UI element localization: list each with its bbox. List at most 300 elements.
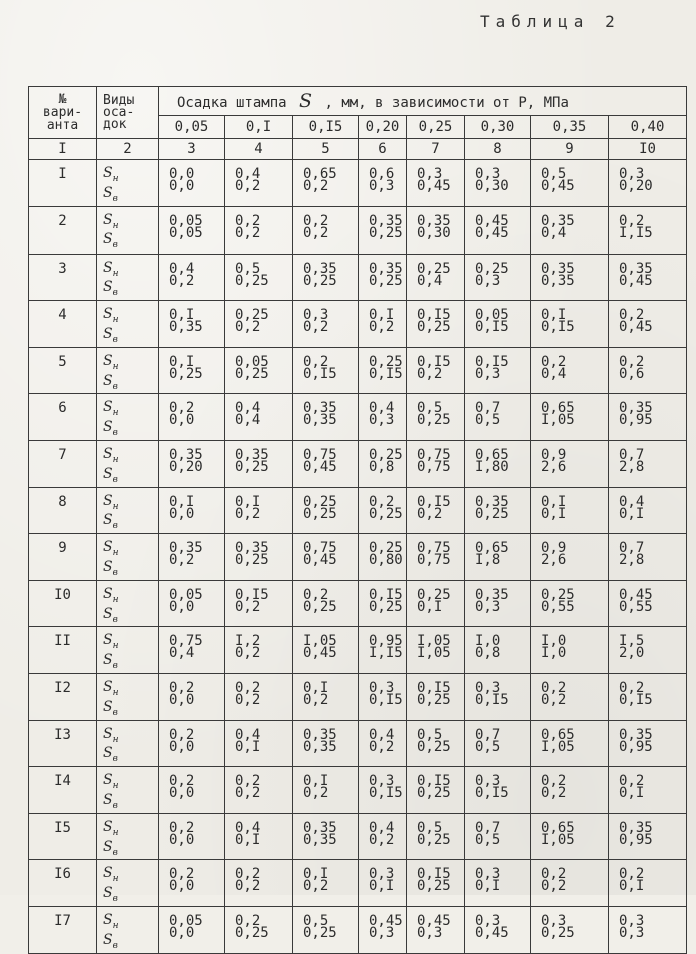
value-lower: 0,3 xyxy=(369,924,395,941)
value-lower: 0,I5 xyxy=(369,365,403,382)
value-lower: 0,2 xyxy=(235,319,261,336)
settlement-kind-symbol xyxy=(103,213,158,233)
settlement-value-cell xyxy=(465,860,531,907)
value-upper: 0,9 xyxy=(541,540,567,557)
settlement-value-cell xyxy=(225,301,293,348)
value-lower: 0,2 xyxy=(303,878,329,895)
settlement-value-cell xyxy=(531,720,609,767)
column-number-row xyxy=(29,139,687,160)
table-row xyxy=(29,813,687,860)
value-upper: 0,75 xyxy=(303,540,337,557)
value-lower: 0,25 xyxy=(417,785,451,802)
value-upper: 0,75 xyxy=(169,633,203,650)
kind-symbol-letter: S xyxy=(103,558,113,575)
value-lower: 0,I5 xyxy=(303,365,337,382)
settlement-value-cell xyxy=(293,673,359,720)
value-upper: 0,2 xyxy=(303,586,329,603)
settlement-kind-cell xyxy=(97,860,159,907)
value-lower: 0,30 xyxy=(475,178,509,194)
settlement-kind-cell xyxy=(97,394,159,441)
settlement-value-cell xyxy=(359,440,407,487)
kind-symbol-letter: S xyxy=(103,585,113,602)
settlement-value-cell xyxy=(531,906,609,953)
settlement-value-cell xyxy=(293,534,359,581)
settlement-value-cell xyxy=(293,580,359,627)
value-upper: 0,45 xyxy=(619,586,653,603)
value-upper: 0,3 xyxy=(369,773,395,790)
value-upper: I,5 xyxy=(619,633,645,650)
value-upper: 0,3 xyxy=(619,166,645,182)
settlement-kind-symbol xyxy=(103,327,158,347)
value-lower: 0,45 xyxy=(417,178,451,194)
settlement-value-cell xyxy=(465,440,531,487)
value-lower: 0,55 xyxy=(541,598,575,615)
settlement-value-cell xyxy=(531,627,609,674)
settlement-value-cell xyxy=(293,487,359,534)
value-lower: 0,0 xyxy=(169,412,195,429)
value-lower: 0,2 xyxy=(235,178,261,194)
value-lower: 0,25 xyxy=(475,505,509,522)
kind-symbol-subscript: в xyxy=(112,567,118,578)
value-lower: 0,45 xyxy=(541,178,575,194)
kind-symbol-subscript: н xyxy=(112,501,119,512)
settlement-value-cell xyxy=(465,160,531,207)
value-lower: 0,25 xyxy=(303,505,337,522)
settlement-value-cell xyxy=(407,813,465,860)
value-upper: 0,35 xyxy=(475,586,509,603)
settlement-kind-symbol xyxy=(103,633,158,653)
kind-symbol-letter: S xyxy=(103,865,113,882)
value-lower: 0,2 xyxy=(235,645,261,662)
value-lower: 0,25 xyxy=(417,738,451,755)
value-upper: 0,2 xyxy=(619,307,645,324)
value-upper: 0,4 xyxy=(619,493,645,510)
value-upper: 0,9 xyxy=(541,446,567,463)
value-lower: I,05 xyxy=(417,645,451,662)
value-upper: 0,65 xyxy=(475,446,509,463)
value-lower: 0,45 xyxy=(619,319,653,336)
value-lower: 0,I xyxy=(619,785,645,802)
settlement-value-cell xyxy=(609,206,687,254)
value-upper: 0,4 xyxy=(369,819,395,836)
value-lower: 0,0 xyxy=(169,505,195,522)
settlement-table xyxy=(28,86,687,954)
value-upper: 0,0 xyxy=(169,166,195,182)
settlement-kind-symbol xyxy=(103,913,158,933)
table-row xyxy=(29,394,687,441)
value-upper: 0,3 xyxy=(475,679,501,696)
value-lower: 0,75 xyxy=(417,458,451,475)
kind-header-line: оса- xyxy=(103,104,135,120)
kind-symbol-subscript: в xyxy=(112,474,118,485)
settlement-value-cell xyxy=(407,160,465,207)
kind-symbol-letter: S xyxy=(103,211,113,228)
header-row-top xyxy=(29,87,687,116)
settlement-kind-symbol xyxy=(103,607,158,627)
value-upper: 0,2 xyxy=(619,212,645,229)
settlement-kind-symbol xyxy=(103,420,158,440)
settlement-value-cell xyxy=(225,206,293,254)
settlement-value-cell xyxy=(531,673,609,720)
variant-number-cell: 4 xyxy=(29,301,97,348)
settlement-value-cell xyxy=(225,487,293,534)
table-row xyxy=(29,160,687,207)
variant-number-cell: I3 xyxy=(29,720,97,767)
value-upper: 0,3 xyxy=(541,912,567,929)
settlement-kind-symbol xyxy=(103,261,158,281)
value-upper: 0,I xyxy=(541,307,567,324)
value-lower: 0,5 xyxy=(475,412,501,429)
settlement-kind-symbol xyxy=(103,587,158,607)
settlement-value-cell xyxy=(159,160,225,207)
value-upper: 0,35 xyxy=(169,446,203,463)
settlement-value-cell xyxy=(293,301,359,348)
value-lower: 0,I xyxy=(619,878,645,895)
table-row xyxy=(29,720,687,767)
settlement-kind-symbol xyxy=(103,680,158,700)
value-lower: 2,8 xyxy=(619,552,645,569)
kind-symbol-letter: S xyxy=(103,772,113,789)
pressure-header-cell: 0,20 xyxy=(359,116,407,139)
value-upper: 0,25 xyxy=(369,446,403,463)
value-upper: 0,I5 xyxy=(417,679,451,696)
value-upper: 0,35 xyxy=(303,819,337,836)
value-lower: 0,30 xyxy=(417,224,451,241)
value-upper: 0,6 xyxy=(369,166,395,182)
kind-symbol-subscript: н xyxy=(112,454,119,465)
kind-symbol-letter: S xyxy=(103,818,113,835)
settlement-kind-cell xyxy=(97,627,159,674)
settlement-kind-symbol xyxy=(103,374,158,394)
variant-number-cell: I0 xyxy=(29,580,97,627)
value-upper: 0,2 xyxy=(169,773,195,790)
value-upper: 0,5 xyxy=(303,912,329,929)
value-lower: 0,25 xyxy=(303,272,337,289)
settlement-value-cell xyxy=(531,767,609,814)
settlement-value-cell xyxy=(531,254,609,301)
settlement-value-cell xyxy=(359,673,407,720)
settlement-kind-cell xyxy=(97,206,159,254)
settlement-kind-symbol xyxy=(103,166,158,186)
value-lower: 2,6 xyxy=(541,458,567,475)
settlement-kind-cell xyxy=(97,580,159,627)
value-lower: 0,0 xyxy=(169,924,195,941)
value-lower: 0,I5 xyxy=(369,691,403,708)
variant-header-line: анта xyxy=(46,118,79,133)
value-lower: 0,25 xyxy=(417,319,451,336)
settlement-value-cell xyxy=(465,720,531,767)
settlement-value-cell xyxy=(293,254,359,301)
value-upper: 0,2 xyxy=(619,866,645,883)
settlement-value-cell xyxy=(407,254,465,301)
settlement-kind-cell xyxy=(97,487,159,534)
value-upper: 0,I5 xyxy=(235,586,269,603)
kind-symbol-letter: S xyxy=(103,539,113,556)
value-upper: 0,I5 xyxy=(417,773,451,790)
kind-symbol-letter: S xyxy=(103,838,113,855)
value-lower: 0,35 xyxy=(303,412,337,429)
value-lower: 0,45 xyxy=(303,552,337,569)
settlement-value-cell xyxy=(407,394,465,441)
value-upper: 0,2 xyxy=(541,353,567,370)
value-upper: 0,95 xyxy=(369,633,403,650)
value-upper: 0,5 xyxy=(235,260,261,277)
value-lower: 0,0 xyxy=(169,878,195,895)
kind-symbol-letter: S xyxy=(103,678,113,695)
value-upper: 0,2 xyxy=(619,773,645,790)
kind-symbol-letter: S xyxy=(103,911,113,928)
value-upper: I,05 xyxy=(303,633,337,650)
kind-symbol-letter: S xyxy=(103,419,113,436)
kind-symbol-subscript: н xyxy=(112,173,119,184)
value-lower: 0,2 xyxy=(235,224,261,241)
value-upper: I,2 xyxy=(235,633,261,650)
settlement-value-cell xyxy=(293,906,359,953)
pressure-header-cell: 0,05 xyxy=(159,116,225,139)
value-upper: 0,4 xyxy=(235,400,261,417)
kind-symbol-subscript: н xyxy=(112,408,119,419)
value-lower: 0,3 xyxy=(417,924,443,941)
value-upper: 0,5 xyxy=(417,819,443,836)
kind-symbol-subscript: в xyxy=(112,754,118,765)
main-header-symbol: S xyxy=(299,90,313,112)
settlement-value-cell xyxy=(609,860,687,907)
column-number-cell: 2 xyxy=(97,139,159,160)
settlement-value-cell xyxy=(531,206,609,254)
kind-symbol-subscript: в xyxy=(112,893,118,904)
value-upper: 0,4 xyxy=(235,819,261,836)
value-upper: 0,I5 xyxy=(369,586,403,603)
value-lower: 0,I5 xyxy=(541,319,575,336)
kind-symbol-subscript: н xyxy=(112,734,119,745)
kind-symbol-letter: S xyxy=(103,465,113,482)
value-lower: 0,4 xyxy=(541,365,567,382)
value-lower: 0,25 xyxy=(235,924,269,941)
value-upper: 0,5 xyxy=(541,166,567,182)
settlement-kind-symbol xyxy=(103,793,158,813)
table-row xyxy=(29,627,687,674)
value-upper: 0,05 xyxy=(169,586,203,603)
value-upper: 0,45 xyxy=(475,212,509,229)
value-upper: 0,2 xyxy=(303,212,329,229)
settlement-kind-symbol xyxy=(103,280,158,300)
pressure-header-cell: 0,I xyxy=(225,116,293,139)
value-lower: 0,3 xyxy=(475,598,501,615)
kind-symbol-letter: S xyxy=(103,632,113,649)
value-lower: 0,3 xyxy=(369,412,395,429)
value-lower: 0,45 xyxy=(303,645,337,662)
table-row xyxy=(29,860,687,907)
value-upper: 0,I xyxy=(169,307,195,324)
kind-symbol-subscript: в xyxy=(112,707,118,718)
value-lower: 0,25 xyxy=(369,272,403,289)
value-upper: 0,05 xyxy=(475,307,509,324)
value-lower: 0,0 xyxy=(169,738,195,755)
kind-symbol-letter: S xyxy=(103,306,113,323)
settlement-value-cell xyxy=(465,906,531,953)
settlement-value-cell xyxy=(225,906,293,953)
value-lower: 0,3 xyxy=(475,272,501,289)
value-lower: 0,5 xyxy=(475,738,501,755)
column-number-cell: 5 xyxy=(293,139,359,160)
kind-symbol-letter: S xyxy=(103,512,113,529)
value-lower: 0,45 xyxy=(475,924,509,941)
settlement-kind-header xyxy=(97,87,159,139)
value-upper: 0,3 xyxy=(303,307,329,324)
pressure-header-cell: 0,40 xyxy=(609,116,687,139)
value-upper: 0,4 xyxy=(235,166,261,182)
settlement-value-cell xyxy=(531,534,609,581)
value-upper: 0,35 xyxy=(541,212,575,229)
value-upper: 0,2 xyxy=(541,866,567,883)
value-upper: 0,35 xyxy=(619,726,653,743)
value-lower: 0,35 xyxy=(541,272,575,289)
column-number-cell: 8 xyxy=(465,139,531,160)
value-upper: 0,35 xyxy=(235,540,269,557)
settlement-value-cell xyxy=(407,673,465,720)
settlement-value-cell xyxy=(159,487,225,534)
kind-symbol-subscript: в xyxy=(112,193,118,204)
variant-number-cell: 6 xyxy=(29,394,97,441)
settlement-value-cell xyxy=(359,906,407,953)
kind-symbol-subscript: н xyxy=(112,594,119,605)
settlement-kind-symbol xyxy=(103,820,158,840)
value-upper: 0,35 xyxy=(619,260,653,277)
value-upper: 0,I xyxy=(303,773,329,790)
value-upper: 0,35 xyxy=(541,260,575,277)
value-lower: 0,2 xyxy=(303,178,329,194)
value-upper: 0,25 xyxy=(417,586,451,603)
value-lower: 0,2 xyxy=(169,552,195,569)
value-lower: 0,2 xyxy=(235,691,261,708)
value-lower: 0,3 xyxy=(619,924,645,941)
value-lower: 0,8 xyxy=(475,645,501,662)
value-upper: 0,35 xyxy=(235,446,269,463)
value-lower: 0,05 xyxy=(169,224,203,241)
value-upper: 0,35 xyxy=(303,726,337,743)
settlement-value-cell xyxy=(293,160,359,207)
kind-symbol-subscript: в xyxy=(112,800,118,811)
settlement-value-cell xyxy=(359,254,407,301)
variant-number-cell: 2 xyxy=(29,206,97,254)
value-upper: 0,I5 xyxy=(417,866,451,883)
value-lower: 0,2 xyxy=(541,878,567,895)
value-upper: 0,25 xyxy=(541,586,575,603)
settlement-value-cell xyxy=(359,813,407,860)
kind-symbol-letter: S xyxy=(103,352,113,369)
value-upper: 0,5 xyxy=(417,400,443,417)
settlement-value-cell xyxy=(407,440,465,487)
value-lower: 0,20 xyxy=(169,458,203,475)
value-lower: 0,35 xyxy=(303,831,337,848)
value-upper: 0,35 xyxy=(619,400,653,417)
settlement-kind-symbol xyxy=(103,354,158,374)
settlement-value-cell xyxy=(407,767,465,814)
settlement-value-cell xyxy=(293,394,359,441)
value-lower: 0,0 xyxy=(169,598,195,615)
kind-symbol-subscript: в xyxy=(112,240,118,251)
kind-symbol-letter: S xyxy=(103,885,113,902)
value-lower: 0,8 xyxy=(369,458,395,475)
value-lower: I,0 xyxy=(541,645,567,662)
value-upper: 0,I xyxy=(541,493,567,510)
kind-symbol-subscript: в xyxy=(112,847,118,858)
value-lower: 0,I5 xyxy=(369,785,403,802)
settlement-value-cell xyxy=(407,534,465,581)
value-lower: 0,20 xyxy=(619,178,653,194)
value-upper: 0,2 xyxy=(619,353,645,370)
value-upper: 0,4 xyxy=(235,726,261,743)
column-number-cell: 6 xyxy=(359,139,407,160)
settlement-value-cell xyxy=(609,254,687,301)
settlement-value-cell xyxy=(531,813,609,860)
value-lower: 0,0 xyxy=(169,178,195,194)
settlement-value-cell xyxy=(359,627,407,674)
value-upper: 0,3 xyxy=(475,866,501,883)
value-lower: 0,I xyxy=(475,878,501,895)
column-number-cell: I0 xyxy=(609,139,687,160)
settlement-value-cell xyxy=(359,580,407,627)
value-lower: 0,2 xyxy=(235,878,261,895)
settlement-kind-cell xyxy=(97,534,159,581)
settlement-value-cell xyxy=(465,673,531,720)
table-row xyxy=(29,906,687,953)
value-lower: 0,0 xyxy=(169,785,195,802)
settlement-kind-symbol xyxy=(103,700,158,720)
table-container xyxy=(28,86,686,954)
value-lower: 0,2 xyxy=(541,691,567,708)
table-body xyxy=(29,160,687,954)
value-upper: 0,I xyxy=(235,493,261,510)
column-number-cell: 4 xyxy=(225,139,293,160)
value-lower: I,05 xyxy=(541,412,575,429)
value-upper: 0,35 xyxy=(619,819,653,836)
settlement-value-cell xyxy=(465,627,531,674)
settlement-value-cell xyxy=(225,860,293,907)
settlement-value-cell xyxy=(609,301,687,348)
settlement-kind-symbol xyxy=(103,232,158,252)
value-lower: 0,25 xyxy=(417,691,451,708)
settlement-value-cell xyxy=(609,160,687,207)
kind-symbol-subscript: в xyxy=(112,614,118,625)
kind-symbol-subscript: н xyxy=(112,874,119,885)
settlement-value-cell xyxy=(407,906,465,953)
settlement-value-cell xyxy=(609,534,687,581)
kind-symbol-letter: S xyxy=(103,725,113,742)
settlement-value-cell xyxy=(293,813,359,860)
settlement-value-cell xyxy=(609,347,687,394)
kind-symbol-subscript: н xyxy=(112,361,119,372)
value-lower: 0,6 xyxy=(619,365,645,382)
settlement-kind-cell xyxy=(97,720,159,767)
value-upper: 0,05 xyxy=(169,912,203,929)
variant-number-cell: I xyxy=(29,160,97,207)
settlement-value-cell xyxy=(359,347,407,394)
value-lower: 0,25 xyxy=(235,552,269,569)
settlement-value-cell xyxy=(225,440,293,487)
value-upper: 0,4 xyxy=(369,726,395,743)
settlement-value-cell xyxy=(465,206,531,254)
kind-symbol-subscript: в xyxy=(112,381,118,392)
value-upper: 0,35 xyxy=(417,212,451,229)
settlement-value-cell xyxy=(225,720,293,767)
value-lower: 0,75 xyxy=(417,552,451,569)
kind-symbol-subscript: н xyxy=(112,314,119,325)
value-lower: 0,2 xyxy=(169,272,195,289)
value-upper: 0,65 xyxy=(541,819,575,836)
variant-number-cell: I4 xyxy=(29,767,97,814)
kind-symbol-letter: S xyxy=(103,165,113,181)
